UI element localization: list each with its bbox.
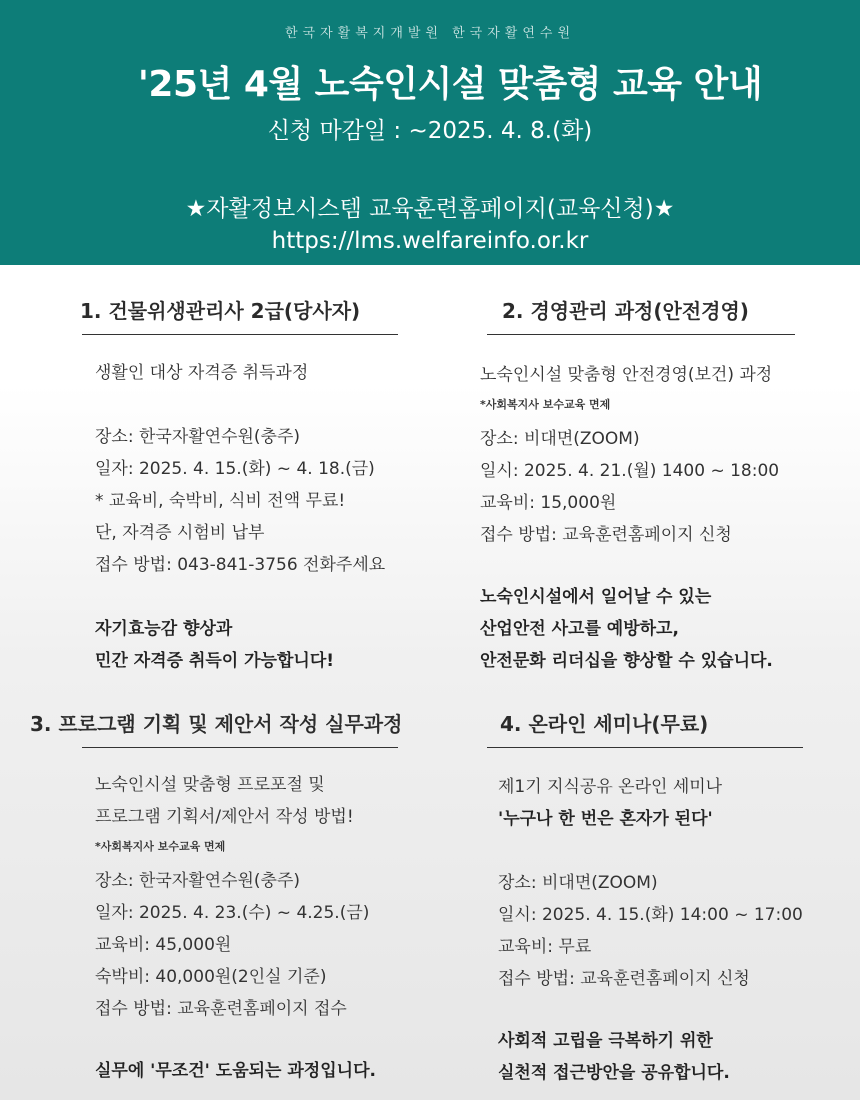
- section-title: 3. 프로그램 기획 및 제안서 작성 실무과정: [30, 712, 403, 736]
- section-title: 4. 온라인 세미나(무료): [500, 712, 709, 736]
- section-highlight: 사회적 고립을 극복하기 위한: [498, 1031, 713, 1051]
- section-line: 장소: 비대면(ZOOM): [498, 873, 658, 893]
- section-highlight: 노숙인시설에서 일어날 수 있는: [480, 587, 712, 607]
- section-line: 접수 방법: 교육훈련홈페이지 접수: [95, 999, 347, 1019]
- section-line: 제1기 지식공유 온라인 세미나: [498, 777, 723, 797]
- section-highlight: 민간 자격증 취득이 가능합니다!: [95, 651, 334, 671]
- section-highlight: 실무에 '무조건' 도움되는 과정입니다.: [95, 1061, 376, 1081]
- page-title: '25년 4월 노숙인시설 맞춤형 교육 안내: [137, 64, 763, 105]
- section-line: 생활인 대상 자격증 취득과정: [95, 363, 309, 383]
- section-note: *사회복지사 보수교육 면제: [95, 840, 226, 853]
- section-line: 교육비: 45,000원: [95, 935, 232, 955]
- header-banner: [0, 0, 860, 265]
- section-highlight: 자기효능감 향상과: [95, 619, 233, 639]
- section-line: 프로그램 기획서/제안서 작성 방법!: [95, 807, 354, 827]
- divider: [487, 334, 795, 335]
- section-line: 접수 방법: 교육훈련홈페이지 신청: [480, 525, 732, 545]
- section-note: *사회복지사 보수교육 면제: [480, 398, 611, 411]
- section-line: 노숙인시설 맞춤형 프로포절 및: [95, 775, 325, 795]
- system-name: ★자활정보시스템 교육훈련홈페이지(교육신청)★: [185, 196, 675, 222]
- section-line: 접수 방법: 교육훈련홈페이지 신청: [498, 969, 750, 989]
- section-line: 숙박비: 40,000원(2인실 기준): [95, 967, 327, 987]
- section-line: 일자: 2025. 4. 15.(화) ~ 4. 18.(금): [95, 459, 375, 479]
- section-subtitle: '누구나 한 번은 혼자가 된다': [498, 809, 713, 829]
- section-line: 일시: 2025. 4. 15.(화) 14:00 ~ 17:00: [498, 905, 803, 925]
- section-line: 접수 방법: 043-841-3756 전화주세요: [95, 555, 386, 575]
- section-highlight: 안전문화 리더십을 향상할 수 있습니다.: [480, 651, 773, 671]
- organizations: 한국자활복지개발원 한국자활연수원: [284, 26, 576, 41]
- section-title: 2. 경영관리 과정(안전경영): [502, 299, 749, 323]
- divider: [487, 747, 803, 748]
- section-line: 일자: 2025. 4. 23.(수) ~ 4.25.(금): [95, 903, 370, 923]
- section-line: 단, 자격증 시험비 납부: [95, 523, 265, 543]
- website-url[interactable]: https://lms.welfareinfo.or.kr: [271, 228, 589, 254]
- section-line: 교육비: 무료: [498, 937, 592, 957]
- section-highlight: 산업안전 사고를 예방하고,: [480, 619, 679, 639]
- section-line: 장소: 비대면(ZOOM): [480, 429, 640, 449]
- deadline: 신청 마감일 : ~2025. 4. 8.(화): [267, 118, 593, 144]
- section-highlight: 실천적 접근방안을 공유합니다.: [498, 1063, 730, 1083]
- section-line: 교육비: 15,000원: [480, 493, 617, 513]
- divider: [82, 747, 398, 748]
- section-line: 일시: 2025. 4. 21.(월) 1400 ~ 18:00: [480, 461, 780, 481]
- section-title: 1. 건물위생관리사 2급(당사자): [80, 299, 361, 323]
- section-line: 장소: 한국자활연수원(충주): [95, 871, 301, 891]
- section-line: 노숙인시설 맞춤형 안전경영(보건) 과정: [480, 365, 773, 385]
- section-line: * 교육비, 숙박비, 식비 전액 무료!: [95, 491, 346, 511]
- divider: [82, 334, 398, 335]
- section-line: 장소: 한국자활연수원(충주): [95, 427, 301, 447]
